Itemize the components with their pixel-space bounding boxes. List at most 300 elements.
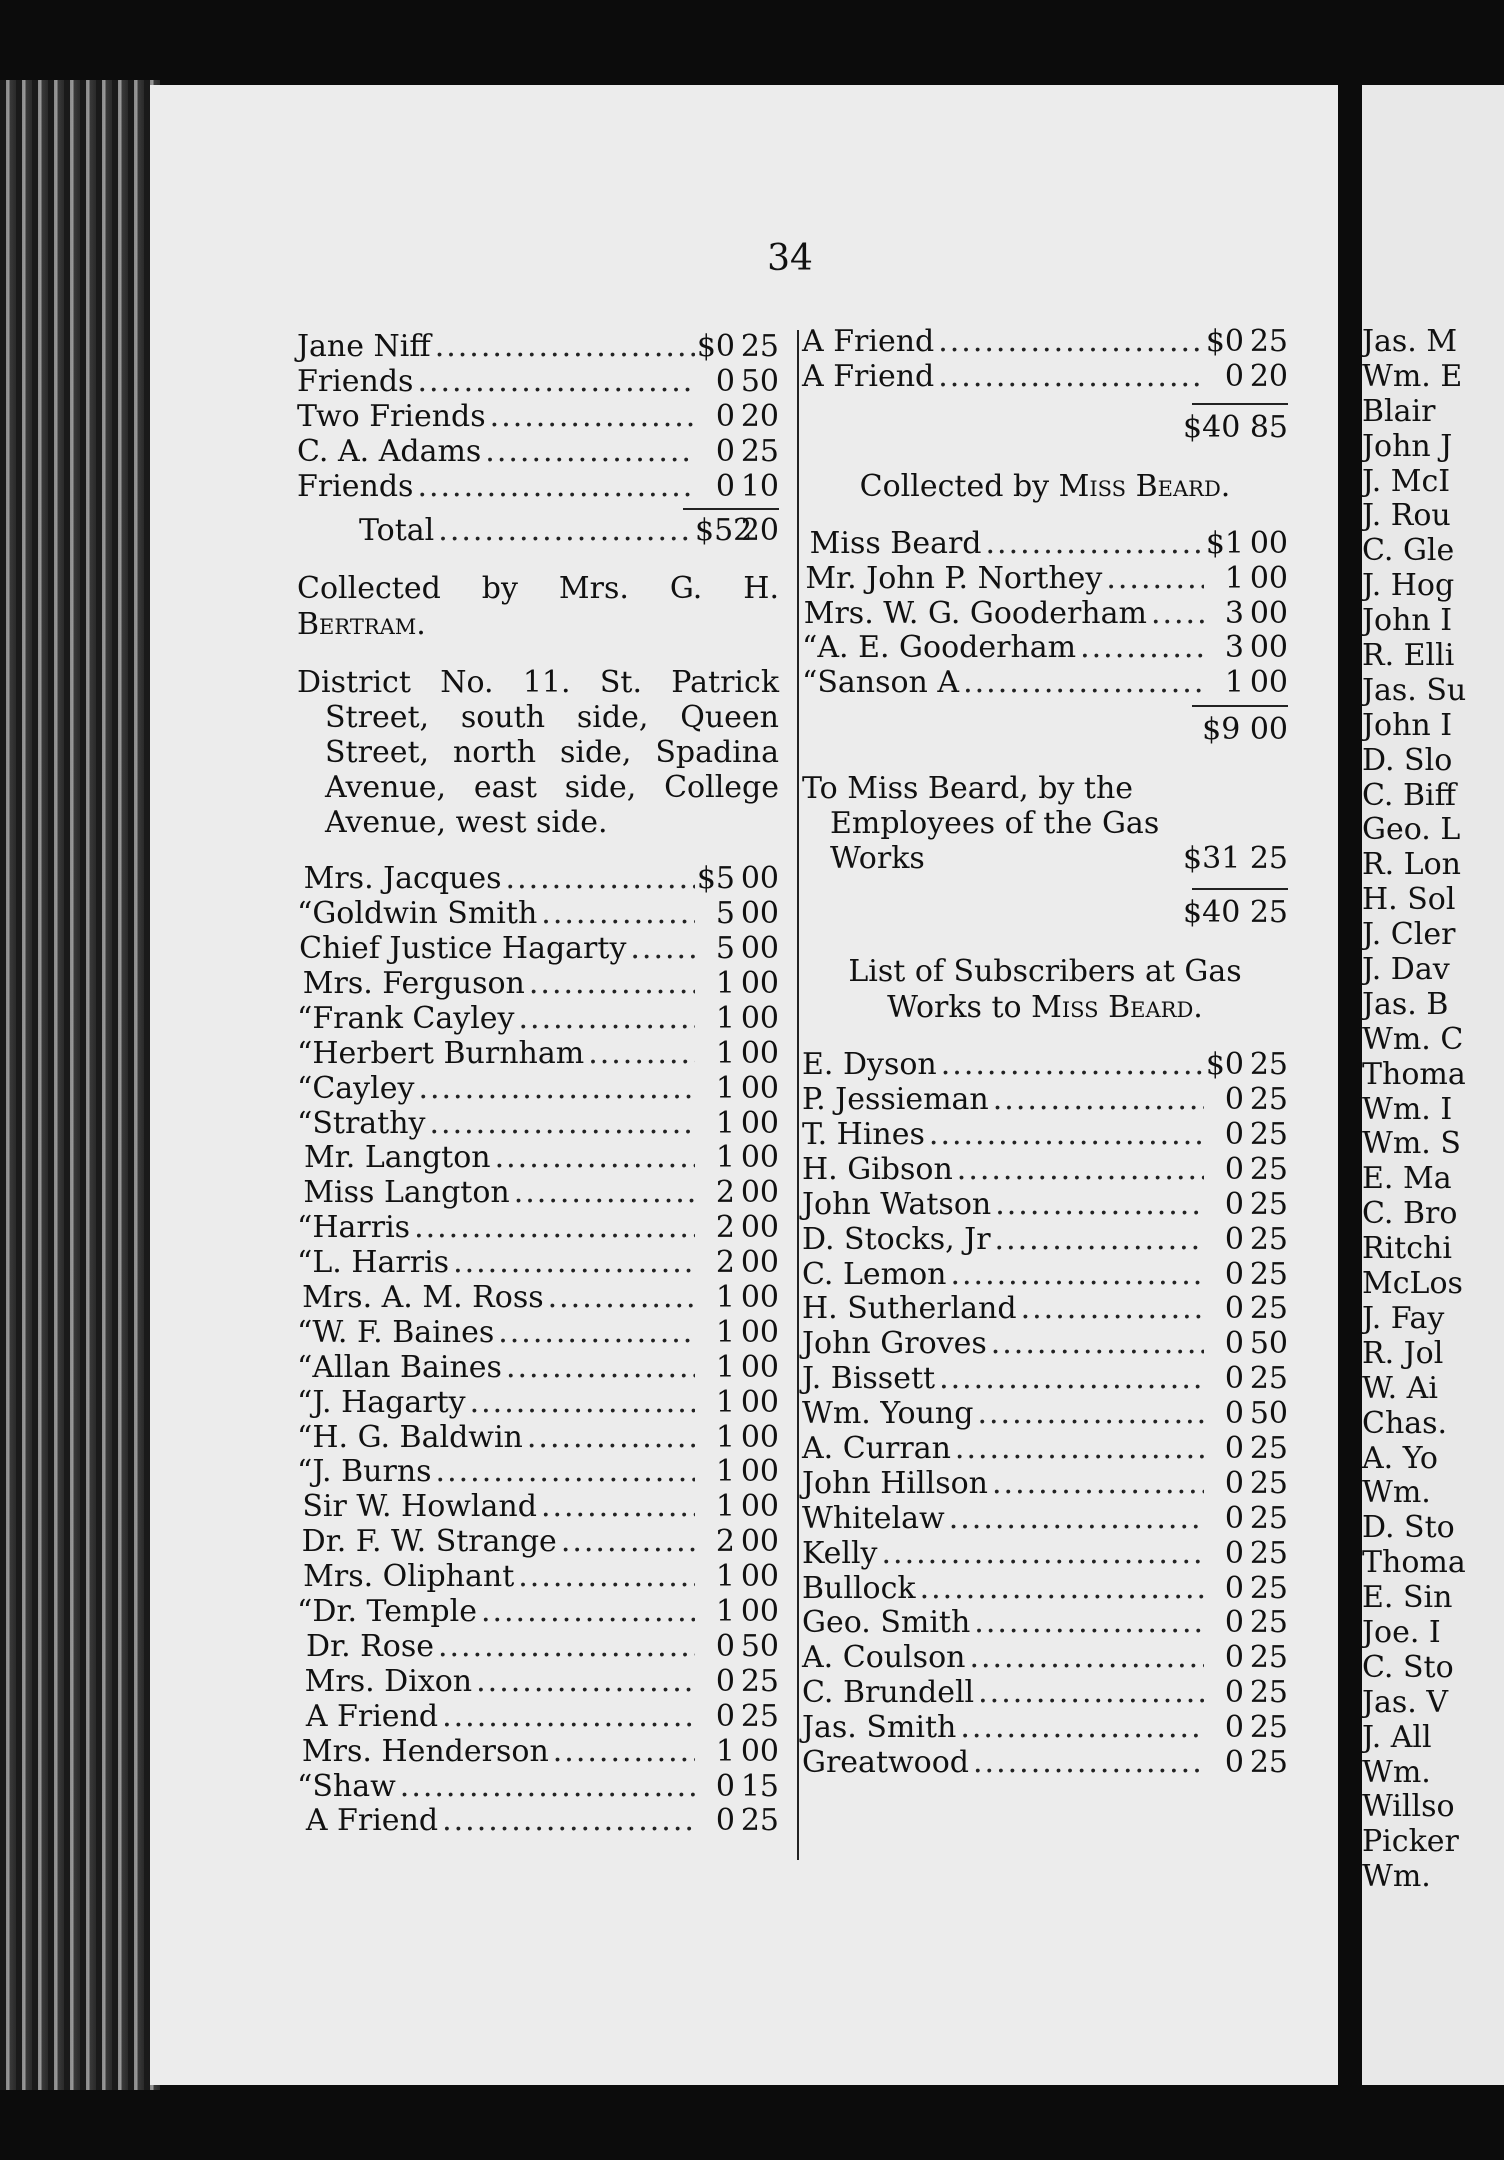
next-page-fragment: A. Yo	[1362, 1440, 1438, 1476]
leader-dots	[549, 1735, 695, 1770]
amount-dollars: 1	[715, 1419, 735, 1455]
amount-dollars: 0	[715, 1803, 735, 1839]
next-page-fragment: Thoma	[1362, 1056, 1466, 1092]
list-item	[802, 1118, 1288, 1153]
amount-cents: 25	[1249, 1117, 1288, 1153]
beard-heading	[802, 469, 1288, 505]
subscriber-name: A Friend	[802, 324, 935, 359]
amount-cents: 00	[740, 1349, 779, 1385]
beard-list	[802, 527, 1288, 701]
amount-cents: 00	[740, 1210, 779, 1246]
list-item	[802, 562, 1288, 597]
amount-cents: 00	[1249, 595, 1288, 631]
ditto-mark	[802, 527, 810, 562]
next-page-fragment: Picker	[1362, 1824, 1459, 1860]
amount-cents: 00	[740, 1245, 779, 1281]
amount-dollars: 0	[1224, 1431, 1244, 1467]
amount-dollars: 2	[715, 1210, 735, 1246]
next-page-fragment: John I	[1362, 603, 1453, 639]
ditto-mark: “	[297, 1210, 313, 1246]
list-item	[802, 1258, 1288, 1293]
subscriber-name: Dr. Temple	[312, 1594, 477, 1630]
ditto-mark: “	[297, 1384, 313, 1420]
amount-dollars: 1	[715, 1140, 735, 1176]
leader-dots	[491, 1141, 695, 1176]
ditto-mark: “	[297, 1245, 313, 1281]
list-item	[297, 1176, 779, 1211]
amount-cents: 25	[1249, 1047, 1288, 1083]
amount-dollars: 1	[1224, 665, 1244, 701]
leader-dots	[410, 1211, 695, 1246]
next-page-fragment: John I	[1362, 707, 1453, 743]
amount-cents: 25	[1249, 1500, 1288, 1536]
list-item	[802, 1746, 1288, 1781]
list-item	[297, 1804, 779, 1839]
leader-dots	[934, 360, 1204, 395]
subscriber-name: John Watson	[802, 1186, 992, 1222]
amount-cents: 00	[740, 1105, 779, 1141]
amount-cents: 00	[740, 861, 779, 897]
leader-dots	[523, 1421, 695, 1456]
ditto-mark: “	[802, 665, 818, 701]
subscriber-name: Sanson A	[817, 665, 960, 701]
amount-dollars: 2	[715, 1175, 735, 1211]
amount-cents: 50	[1249, 1326, 1288, 1362]
employees-amount: $31 25	[1183, 841, 1288, 877]
amount-dollars: 0	[1224, 1710, 1244, 1746]
ditto-mark: “	[297, 896, 313, 932]
amount-dollars: $5	[696, 861, 735, 897]
subscriber-name: L. Harris	[312, 1245, 450, 1281]
amount-dollars: 0	[1224, 1640, 1244, 1676]
list-item	[802, 1327, 1288, 1362]
amount-dollars: 1	[715, 1594, 735, 1630]
subscriber-name: Shaw	[312, 1768, 396, 1804]
amount-cents: 25	[1249, 1675, 1288, 1711]
leader-dots	[934, 325, 1204, 360]
next-page-fragment: Willso	[1362, 1789, 1455, 1825]
next-page-fragment: Jas. M	[1362, 324, 1458, 359]
subscriber-name: Mrs. Henderson	[301, 1733, 549, 1769]
amount-cents: 00	[740, 1524, 779, 1560]
amount-cents: 00	[1249, 630, 1288, 666]
amount-cents: 25	[1249, 1186, 1288, 1222]
amount-cents: 25	[740, 1698, 779, 1734]
leader-dots	[878, 1537, 1205, 1572]
amount-cents: 00	[740, 1733, 779, 1769]
amount-cents: 00	[740, 966, 779, 1002]
ditto-mark	[297, 1804, 306, 1839]
gas-works-heading	[802, 954, 1288, 1026]
beard-sum: $9 00	[1202, 712, 1288, 748]
employees-entry	[802, 771, 1288, 876]
next-page-fragment: J. All	[1362, 1719, 1432, 1755]
list-item	[297, 1072, 779, 1107]
subscriber-name: A. Curran	[802, 1431, 951, 1467]
amount-cents: 25	[740, 1803, 779, 1839]
leader-dots	[396, 1770, 695, 1805]
amount-dollars: 2	[715, 1245, 735, 1281]
leader-dots	[431, 330, 695, 365]
ditto-mark: “	[297, 1594, 313, 1630]
amount-cents: 25	[1249, 1605, 1288, 1641]
list-item	[297, 1560, 779, 1595]
amount-cents: 00	[740, 1594, 779, 1630]
amount-dollars: 1	[715, 1349, 735, 1385]
amount-dollars: 1	[715, 1000, 735, 1036]
list-item	[297, 1490, 779, 1525]
subscriber-name: Frank Cayley	[312, 1000, 515, 1036]
amount-cents: 50	[1249, 1396, 1288, 1432]
subscriber-name: Mrs. Oliphant	[303, 1559, 515, 1595]
amount-dollars: 0	[715, 398, 735, 434]
leader-dots	[525, 967, 695, 1002]
list-item	[297, 1246, 779, 1281]
list-item	[297, 1665, 779, 1700]
amount-cents: 00	[740, 1384, 779, 1420]
ditto-mark: “	[297, 1035, 313, 1071]
ditto-mark: “	[297, 1419, 313, 1455]
next-page-fragment: W. Ai	[1362, 1370, 1438, 1406]
bertram-heading-prefix: Collected by Mrs. G. H.	[297, 571, 779, 607]
next-page-fragment: Jas. Su	[1362, 672, 1467, 708]
subscriber-name: W. F. Baines	[312, 1314, 495, 1350]
list-item	[297, 1735, 779, 1770]
next-page-fragment: Wm. S	[1362, 1126, 1461, 1162]
amount-cents: 25	[1249, 1082, 1288, 1118]
leader-dots	[1076, 631, 1204, 666]
left-column	[297, 330, 779, 1839]
leader-dots	[951, 1432, 1204, 1467]
ditto-mark: “	[802, 630, 818, 666]
amount-dollars: 0	[1224, 1675, 1244, 1711]
bertram-heading-name: Bertram.	[297, 607, 426, 643]
amount-cents: 25	[1249, 324, 1288, 359]
amount-dollars: 1	[715, 1070, 735, 1106]
leader-dots	[494, 1316, 695, 1351]
list-item	[802, 325, 1288, 360]
list-item	[297, 1630, 779, 1665]
subscriber-name: D. Stocks, Jr	[802, 1221, 991, 1257]
beard-heading-prefix: Collected by	[859, 468, 1050, 504]
leader-dots	[974, 1676, 1204, 1711]
subscriber-name: E. Dyson	[802, 1047, 937, 1083]
amount-dollars: 5	[715, 931, 735, 967]
leader-dots	[969, 1746, 1204, 1781]
leader-dots	[466, 1386, 695, 1421]
subscriber-name: Chief Justice Hagarty	[299, 931, 627, 967]
subscriber-name: Cayley	[312, 1070, 415, 1106]
district-description: District No. 11. St. Patrick Street, south side, Queen Street, north side, Spadina Avenue, east side, College Avenue, west side.	[297, 665, 779, 841]
subscriber-name: H. Gibson	[802, 1151, 953, 1187]
amount-cents: 25	[740, 433, 779, 469]
next-page-fragment: J. Dav	[1362, 952, 1450, 988]
leader-dots	[486, 400, 695, 435]
leader-dots	[959, 666, 1204, 701]
amount-cents: 00	[740, 1419, 779, 1455]
list-item	[297, 1421, 779, 1456]
list-item	[297, 1316, 779, 1351]
amount-dollars: 0	[1224, 1186, 1244, 1222]
subscriber-name: C. A. Adams	[297, 433, 482, 469]
amount-dollars: 3	[1224, 630, 1244, 666]
subscriber-name: Bullock	[802, 1570, 916, 1606]
list-item	[297, 1107, 779, 1142]
subscriber-name: Strathy	[312, 1105, 426, 1141]
next-page-fragment: C. Gle	[1362, 533, 1455, 569]
leader-dots	[537, 1490, 695, 1525]
subscriber-name: Mr. Langton	[304, 1140, 491, 1176]
amount-dollars: 2	[715, 1524, 735, 1560]
leader-dots	[413, 365, 695, 400]
next-page-fragment: E. Sin	[1362, 1580, 1453, 1616]
list-item	[297, 932, 779, 967]
amount-cents: 00	[740, 1280, 779, 1316]
list-item	[297, 1002, 779, 1037]
gas-works-list	[802, 1048, 1288, 1781]
ditto-mark: “	[297, 1314, 313, 1350]
next-page-edge	[1362, 85, 1504, 2085]
amount-dollars: 5	[715, 896, 735, 932]
next-page-fragment: C. Biff	[1362, 777, 1456, 813]
bertram-list	[297, 862, 779, 1839]
amount-dollars: $0	[696, 329, 735, 364]
amount-cents: 25	[1249, 1640, 1288, 1676]
list-item	[802, 1572, 1288, 1607]
subscriber-name: Mrs. Jacques	[303, 861, 502, 897]
amount-cents: 00	[740, 1175, 779, 1211]
list-item	[802, 1188, 1288, 1223]
amount-cents: 20	[1249, 358, 1288, 394]
leader-dots	[544, 1281, 695, 1316]
amount-cents: 00	[1249, 525, 1288, 561]
leader-dots	[537, 897, 695, 932]
list-item	[297, 1386, 779, 1421]
amount-dollars: 1	[715, 1489, 735, 1525]
amount-dollars: $0	[1205, 1047, 1244, 1083]
list-item	[297, 967, 779, 1002]
gas-works-heading-name: Miss Beard.	[1031, 990, 1203, 1026]
ditto-mark: “	[297, 1070, 313, 1106]
amount-dollars: 0	[715, 1628, 735, 1664]
ditto-mark	[297, 1665, 305, 1700]
list-item	[297, 897, 779, 932]
list-item	[802, 1502, 1288, 1537]
list-item	[297, 1525, 779, 1560]
subscriber-name: Herbert Burnham	[312, 1035, 585, 1071]
leader-dots	[965, 1641, 1204, 1676]
amount-cents: 25	[1249, 1291, 1288, 1327]
leader-dots	[438, 1804, 695, 1839]
total-cents: 20	[740, 513, 779, 549]
amount-cents: 10	[740, 468, 779, 504]
amount-dollars: 0	[1224, 1570, 1244, 1606]
subscriber-name: Miss Langton	[303, 1175, 510, 1211]
next-page-fragment: Geo. L	[1362, 812, 1461, 848]
amount-cents: 25	[1249, 1570, 1288, 1606]
leader-dots	[502, 1351, 695, 1386]
amount-dollars: 0	[1224, 1535, 1244, 1571]
amount-dollars: 1	[715, 966, 735, 1002]
list-item	[802, 1537, 1288, 1572]
amount-dollars: 1	[715, 1105, 735, 1141]
list-item	[802, 1432, 1288, 1467]
leader-dots	[956, 1711, 1204, 1746]
subscriber-name: Dr. Rose	[306, 1628, 434, 1664]
leader-dots	[449, 1246, 695, 1281]
subscriber-name: Goldwin Smith	[312, 896, 538, 932]
amount-dollars: 0	[1224, 1465, 1244, 1501]
subscriber-name: Allan Baines	[312, 1349, 502, 1385]
leader-dots	[1102, 562, 1204, 597]
top-sum: $40 85	[1183, 409, 1288, 445]
amount-dollars: 0	[1224, 1117, 1244, 1153]
next-page-fragment: Wm. I	[1362, 1091, 1453, 1127]
list-item	[802, 1083, 1288, 1118]
next-page-fragment: Ritchi	[1362, 1231, 1452, 1267]
subscriber-name: J. Hagarty	[312, 1384, 466, 1420]
amount-cents: 25	[1249, 1431, 1288, 1467]
subscriber-name: Jane Niff	[297, 329, 431, 364]
list-item	[802, 527, 1288, 562]
subscriber-name: Sir W. Howland	[302, 1489, 537, 1525]
amount-dollars: 0	[1224, 1326, 1244, 1362]
list-item	[297, 1351, 779, 1386]
amount-cents: 00	[740, 1070, 779, 1106]
ditto-mark: “	[297, 1768, 313, 1804]
subscriber-name: Jas. Smith	[802, 1710, 957, 1746]
leader-dots	[987, 1327, 1204, 1362]
next-page-fragment: E. Ma	[1362, 1161, 1452, 1197]
leader-dots	[426, 1107, 695, 1142]
subscriber-name: John Groves	[802, 1326, 987, 1362]
ditto-mark: “	[297, 1349, 313, 1385]
amount-cents: 25	[1249, 1256, 1288, 1292]
leader-dots	[434, 1630, 695, 1665]
total-dollars: $52	[695, 513, 753, 549]
amount-dollars: 0	[715, 1768, 735, 1804]
leader-dots	[584, 1037, 695, 1072]
amount-dollars: 0	[1224, 358, 1244, 394]
leader-dots	[514, 1560, 695, 1595]
amount-dollars: 1	[715, 1280, 735, 1316]
leader-dots	[557, 1525, 695, 1560]
next-page-fragment: Wm. C	[1362, 1021, 1464, 1057]
list-item	[802, 666, 1288, 701]
amount-cents: 25	[1249, 1465, 1288, 1501]
list-item	[297, 1595, 779, 1630]
next-page-fragment: Wm. E	[1362, 358, 1463, 394]
subscriber-name: Mrs. A. M. Ross	[302, 1280, 544, 1316]
ditto-mark: “	[297, 1454, 313, 1490]
subscriber-name: H. G. Baldwin	[312, 1419, 523, 1455]
list-item	[297, 330, 779, 365]
list-item	[297, 365, 779, 400]
next-page-fragment: Jas. V	[1362, 1684, 1449, 1720]
ditto-mark	[297, 1141, 304, 1176]
next-page-fragment: Thoma	[1362, 1545, 1466, 1581]
next-page-fragment: J. Hog	[1362, 568, 1455, 604]
list-item	[802, 1606, 1288, 1641]
leader-dots	[510, 1176, 695, 1211]
leader-dots	[989, 1083, 1204, 1118]
next-page-fragment: D. Sto	[1362, 1510, 1455, 1546]
list-item	[802, 1292, 1288, 1327]
leader-dots	[1017, 1292, 1204, 1327]
leader-dots	[434, 514, 695, 549]
next-page-fragment: J. Cler	[1362, 917, 1456, 953]
list-item	[802, 1223, 1288, 1258]
list-item	[297, 470, 779, 505]
amount-cents: 00	[740, 1140, 779, 1176]
amount-cents: 25	[1249, 1745, 1288, 1781]
leader-dots	[1147, 597, 1204, 632]
next-page-fragment: R. Jol	[1362, 1335, 1444, 1371]
subscriber-name: Miss Beard	[809, 525, 982, 561]
amount-dollars: 0	[715, 363, 735, 399]
subscriber-name: Wm. Young	[802, 1396, 974, 1432]
list-item	[297, 1770, 779, 1805]
sum-rule	[1192, 888, 1288, 890]
amount-dollars: 1	[715, 1559, 735, 1595]
amount-dollars: 0	[715, 433, 735, 469]
left-top-list	[297, 330, 779, 504]
leader-dots	[925, 1118, 1204, 1153]
amount-dollars: 0	[1224, 1221, 1244, 1257]
amount-cents: 50	[740, 1628, 779, 1664]
next-page-fragment: Jas. B	[1362, 986, 1449, 1022]
subscriber-name: Friends	[297, 363, 414, 399]
list-item	[802, 1153, 1288, 1188]
amount-dollars: 0	[1224, 1361, 1244, 1397]
amount-dollars: $0	[1205, 324, 1244, 359]
leader-dots	[988, 1467, 1204, 1502]
leader-dots	[991, 1188, 1204, 1223]
list-item	[802, 1467, 1288, 1502]
subscriber-name: H. Sutherland	[802, 1291, 1017, 1327]
subscriber-name: P. Jessieman	[802, 1082, 989, 1118]
leader-dots	[472, 1665, 695, 1700]
amount-cents: 00	[740, 1489, 779, 1525]
subscriber-name: A Friend	[305, 1803, 439, 1839]
total-rule	[683, 508, 779, 510]
total-label: Total	[359, 513, 435, 549]
beard-heading-name: Miss Beard.	[1058, 468, 1231, 504]
subscriber-name: J. Bissett	[802, 1361, 936, 1397]
right-top-list	[802, 325, 1288, 395]
amount-cents: 00	[1249, 560, 1288, 596]
leader-dots	[982, 527, 1204, 562]
page-number: 34	[767, 238, 813, 279]
amount-cents: 50	[740, 363, 779, 399]
leader-dots	[477, 1595, 695, 1630]
right-column	[802, 325, 1288, 1781]
list-item	[297, 1455, 779, 1490]
subscriber-name: Mrs. Dixon	[304, 1663, 473, 1699]
ditto-mark	[297, 1630, 306, 1665]
next-page-fragment: Joe. I	[1362, 1614, 1441, 1650]
list-item	[802, 1048, 1288, 1083]
subscriber-name: A. Coulson	[802, 1640, 966, 1676]
list-item	[297, 1700, 779, 1735]
subscriber-name: Geo. Smith	[802, 1605, 971, 1641]
ditto-mark	[297, 862, 304, 897]
amount-cents: 00	[740, 1559, 779, 1595]
ditto-mark	[297, 1700, 306, 1735]
amount-cents: 25	[1249, 1361, 1288, 1397]
next-page-fragments	[1362, 325, 1466, 1895]
subscriber-name: C. Brundell	[802, 1675, 975, 1711]
